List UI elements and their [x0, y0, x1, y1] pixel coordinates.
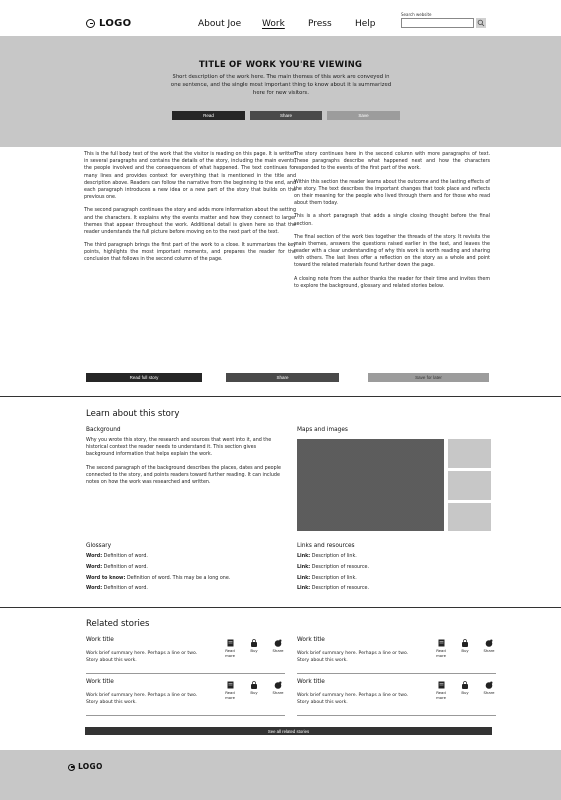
book-icon — [438, 681, 445, 689]
story-description: Work brief summary here. Perhaps a line or two. Story about this work. — [297, 692, 409, 705]
link-item[interactable] — [297, 577, 369, 582]
logo-icon — [86, 19, 95, 28]
nav-work[interactable]: Work — [262, 19, 285, 29]
read-more-action[interactable] — [222, 681, 238, 700]
glossary-term: Word: — [86, 586, 103, 592]
link-description: Description of link. — [311, 575, 357, 581]
body-text-left — [84, 151, 296, 270]
glossary-term: Word: — [86, 554, 103, 559]
read-more-action[interactable] — [433, 681, 449, 700]
link-item[interactable] — [297, 587, 369, 592]
share-action[interactable] — [481, 681, 497, 700]
background-text — [86, 437, 282, 492]
share-icon — [274, 681, 282, 689]
story-actions — [433, 681, 497, 700]
bag-icon — [250, 639, 258, 647]
action-label: Buy — [461, 648, 469, 653]
story-divider — [297, 715, 496, 716]
link-label: Link: — [297, 586, 311, 592]
site-header — [0, 0, 561, 36]
story-title: Work title — [86, 679, 114, 685]
related-story-card[interactable] — [297, 637, 496, 665]
logo-text: LOGO — [99, 18, 132, 29]
link-label: Link: — [297, 564, 311, 570]
glossary-list — [86, 555, 230, 598]
story-divider — [86, 715, 285, 716]
action-label: Share — [272, 690, 284, 695]
action-label: Share — [483, 690, 495, 695]
search-label: Search website — [401, 12, 432, 17]
main-nav — [198, 18, 385, 30]
section-divider — [0, 396, 561, 397]
glossary-item — [86, 577, 230, 582]
bag-icon — [461, 639, 469, 647]
body-paragraph: A closing note from the author thanks the reader for their time and invites them to explore the background, glossary and related stories below. — [294, 276, 490, 289]
action-label: Buy — [250, 690, 258, 695]
share-action[interactable] — [270, 639, 286, 658]
bag-icon — [250, 681, 258, 689]
link-description: Description of resource. — [311, 586, 370, 592]
search-icon[interactable] — [476, 18, 486, 28]
glossary-definition: Definition of word. — [103, 586, 148, 592]
site-footer — [0, 750, 561, 800]
story-title: Work title — [297, 637, 325, 643]
hero-save-button[interactable]: Save — [327, 111, 400, 120]
nav-press[interactable]: Press — [308, 19, 332, 29]
thumbnail-image[interactable] — [448, 503, 491, 531]
maps-title: Maps and images — [297, 427, 348, 433]
logo-icon — [68, 764, 75, 771]
body-share-button[interactable]: Share — [226, 373, 339, 382]
thumbnail-image[interactable] — [448, 439, 491, 468]
buy-action[interactable] — [246, 681, 262, 700]
related-story-card[interactable] — [86, 637, 285, 665]
book-icon — [438, 639, 445, 647]
footer-logo[interactable] — [68, 762, 103, 772]
story-description: Work brief summary here. Perhaps a line or two. Story about this work. — [86, 692, 198, 705]
story-actions — [433, 639, 497, 658]
related-section-title: Related stories — [86, 619, 150, 629]
action-label: Buy — [250, 648, 258, 653]
body-paragraph: The third paragraph brings the first part of the work to a close. It summarizes the key points, highlights the most important moments, and prepares the reader for the conclusion that follows in the second column of the page. — [84, 243, 296, 263]
glossary-item — [86, 555, 230, 560]
glossary-item — [86, 566, 230, 571]
glossary-term: Word to know: — [86, 575, 126, 581]
bag-icon — [461, 681, 469, 689]
link-item[interactable] — [297, 566, 369, 571]
story-divider — [86, 673, 285, 674]
body-paragraph: This is a short paragraph that adds a single closing thought before the final section. — [294, 214, 490, 227]
action-label: Read more — [436, 648, 446, 659]
action-label: Read more — [225, 648, 235, 659]
search-box — [401, 18, 474, 28]
story-title: Work title — [86, 637, 114, 643]
read-full-story-button[interactable]: Read full story — [86, 373, 202, 382]
body-paragraph: This is the full body text of the work that the visitor is reading on this page. It is written in several paragraphs and contains the details of the story, including the main events, the people involved and the consequences of what happened. The text continues for many lines and provides context for everything that is mentioned in the title and description above. Readers can follow the narrative from the beginning to the end, and each paragraph introduces a new idea or a new part of the story that builds on the previous one. — [84, 152, 296, 201]
nav-about[interactable]: About Joe — [198, 19, 242, 29]
body-paragraph: Within this section the reader learns about the outcome and the lasting effects of the story. The text describes the important changes that took place and reflects on their meaning for the people who lived through them and for those who read about them today. — [294, 179, 490, 207]
link-label: Link: — [297, 554, 311, 559]
main-map-image[interactable] — [297, 439, 444, 531]
buy-action[interactable] — [457, 681, 473, 700]
action-label: Read more — [436, 690, 446, 701]
work-description: Short description of the work here. The main themes of this work are conveyed in one sentence, and the single most important thing to know about it is summarized here for new visitors. — [170, 74, 392, 96]
buy-action[interactable] — [457, 639, 473, 658]
book-icon — [227, 639, 234, 647]
glossary-item — [86, 587, 230, 592]
body-text-right — [294, 151, 490, 296]
body-paragraph: The final section of the work ties together the threads of the story. It revisits the main themes, answers the questions raised earlier in the text, and leaves the reader with a clear understanding of why this work is worth reading and sharing with others. The last lines offer a reflection on the story as a whole and point toward the related materials found further down the page. — [294, 234, 490, 269]
related-story-card[interactable] — [297, 679, 496, 707]
read-more-action[interactable] — [222, 639, 238, 658]
action-label: Share — [483, 648, 495, 653]
story-actions — [222, 639, 286, 658]
share-action[interactable] — [270, 681, 286, 700]
story-description: Work brief summary here. Perhaps a line or two. Story about this work. — [86, 650, 198, 663]
links-list — [297, 555, 369, 598]
book-icon — [227, 681, 234, 689]
body-paragraph: The second paragraph continues the story and adds more information about the setting and the characters. It explains why the events matter and how they connect to larger themes that appear throughout the work. Additional detail is given here so that the reader understands the full picture before moving on to the next part of the text. — [84, 208, 296, 235]
learn-section-title: Learn about this story — [86, 409, 180, 419]
glossary-title: Glossary — [86, 543, 112, 549]
story-divider — [297, 673, 496, 674]
share-icon — [274, 639, 282, 647]
story-description: Work brief summary here. Perhaps a line or two. Story about this work. — [297, 650, 409, 663]
glossary-term: Word: — [86, 564, 103, 570]
see-all-related-button[interactable]: See all related stories — [85, 727, 492, 735]
related-story-card[interactable] — [86, 679, 285, 707]
glossary-definition: Definition of word. This may be a long one. — [126, 575, 231, 581]
share-icon — [485, 681, 493, 689]
read-more-action[interactable] — [433, 639, 449, 658]
section-divider — [0, 607, 561, 608]
search-input[interactable] — [402, 19, 473, 27]
link-item[interactable] — [297, 555, 369, 560]
background-paragraph: Why you wrote this story, the research and sources that went into it, and the historical context the reader needs to understand it. This section gives background information that helps explain the work. — [86, 438, 272, 458]
logo-text: LOGO — [78, 762, 103, 771]
hero-read-button[interactable]: Read — [172, 111, 245, 120]
link-description: Description of resource. — [311, 564, 370, 570]
background-paragraph: The second paragraph of the background describes the places, dates and people connected to the story, and points readers toward further reading. It can include notes on how the work was researched and written. — [86, 465, 281, 485]
glossary-definition: Definition of word. — [103, 554, 148, 559]
body-paragraph: The story continues here in the second column with more paragraphs of text. These paragraphs describe what happened next and how the characters responded to the events of the first part of the work. — [294, 152, 490, 172]
buy-action[interactable] — [246, 639, 262, 658]
work-title: TITLE OF WORK YOU'RE VIEWING — [198, 60, 363, 70]
action-label: Read more — [225, 690, 235, 701]
save-for-later-button[interactable]: Save for later — [368, 373, 489, 382]
action-label: Share — [272, 648, 284, 653]
glossary-definition: Definition of word. — [103, 564, 148, 570]
link-label: Link: — [297, 575, 311, 581]
links-title: Links and resources — [297, 543, 355, 549]
site-logo[interactable] — [86, 17, 131, 31]
nav-help[interactable]: Help — [355, 19, 376, 29]
share-icon — [485, 639, 493, 647]
hero-share-button[interactable]: Share — [250, 111, 322, 120]
background-title: Background — [86, 427, 121, 433]
story-actions — [222, 681, 286, 700]
link-description: Description of link. — [311, 554, 357, 559]
story-title: Work title — [297, 679, 325, 685]
hero-banner — [0, 36, 561, 147]
share-action[interactable] — [481, 639, 497, 658]
action-label: Buy — [461, 690, 469, 695]
thumbnail-image[interactable] — [448, 471, 491, 500]
